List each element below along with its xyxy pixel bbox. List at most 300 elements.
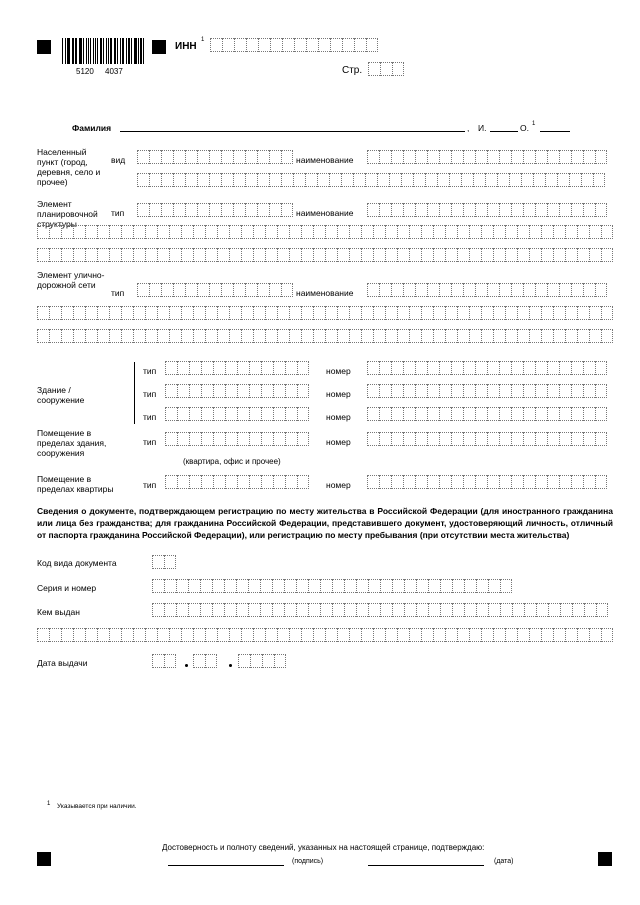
char-cell[interactable]	[274, 654, 286, 668]
char-cell[interactable]	[439, 361, 451, 375]
char-cell[interactable]	[354, 38, 366, 52]
char-cell[interactable]	[225, 384, 237, 398]
char-cell[interactable]	[440, 603, 452, 617]
char-cell[interactable]	[176, 579, 188, 593]
char-cell[interactable]	[463, 283, 475, 297]
char-cell[interactable]	[409, 329, 421, 343]
char-cell[interactable]	[212, 603, 224, 617]
char-cell[interactable]	[297, 361, 309, 375]
char-cell[interactable]	[601, 329, 613, 343]
char-cell[interactable]	[212, 579, 224, 593]
char-cell[interactable]	[169, 628, 181, 642]
char-cell[interactable]	[177, 475, 189, 489]
char-cell[interactable]	[493, 248, 505, 262]
char-cell[interactable]	[601, 306, 613, 320]
char-cell[interactable]	[463, 384, 475, 398]
char-cell[interactable]	[499, 432, 511, 446]
char-cell[interactable]	[523, 475, 535, 489]
char-cell[interactable]	[583, 150, 595, 164]
char-cell[interactable]	[301, 628, 313, 642]
date-field[interactable]	[368, 865, 484, 866]
char-cell[interactable]	[308, 603, 320, 617]
char-cell[interactable]	[301, 306, 313, 320]
char-cell[interactable]	[512, 603, 524, 617]
char-cell[interactable]	[427, 203, 439, 217]
char-cell[interactable]	[415, 283, 427, 297]
char-cell[interactable]	[282, 38, 294, 52]
char-cell[interactable]	[149, 173, 161, 187]
char-cell[interactable]	[601, 248, 613, 262]
char-cell[interactable]	[109, 248, 121, 262]
char-cell[interactable]	[233, 203, 245, 217]
char-cell[interactable]	[177, 361, 189, 375]
char-cell[interactable]	[85, 248, 97, 262]
char-cell[interactable]	[245, 173, 257, 187]
char-cell[interactable]	[367, 475, 379, 489]
char-cell[interactable]	[222, 38, 234, 52]
char-cell[interactable]	[260, 579, 272, 593]
char-cell[interactable]	[427, 432, 439, 446]
page-number-field[interactable]	[368, 62, 404, 76]
char-cell[interactable]	[577, 248, 589, 262]
char-cell[interactable]	[596, 603, 608, 617]
char-cell[interactable]	[391, 432, 403, 446]
char-cell[interactable]	[325, 248, 337, 262]
char-cell[interactable]	[325, 628, 337, 642]
char-cell[interactable]	[452, 603, 464, 617]
char-cell[interactable]	[361, 225, 373, 239]
char-cell[interactable]	[137, 203, 149, 217]
char-cell[interactable]	[133, 628, 145, 642]
char-cell[interactable]	[273, 407, 285, 421]
char-cell[interactable]	[261, 475, 273, 489]
char-cell[interactable]	[313, 628, 325, 642]
char-cell[interactable]	[445, 628, 457, 642]
char-cell[interactable]	[225, 407, 237, 421]
locality-name-field-1[interactable]	[367, 150, 607, 164]
char-cell[interactable]	[589, 225, 601, 239]
char-cell[interactable]	[589, 329, 601, 343]
char-cell[interactable]	[294, 38, 306, 52]
char-cell[interactable]	[415, 407, 427, 421]
char-cell[interactable]	[571, 361, 583, 375]
char-cell[interactable]	[237, 407, 249, 421]
char-cell[interactable]	[257, 203, 269, 217]
char-cell[interactable]	[236, 579, 248, 593]
char-cell[interactable]	[451, 283, 463, 297]
char-cell[interactable]	[439, 203, 451, 217]
char-cell[interactable]	[277, 329, 289, 343]
char-cell[interactable]	[517, 225, 529, 239]
char-cell[interactable]	[241, 628, 253, 642]
char-cell[interactable]	[475, 475, 487, 489]
char-cell[interactable]	[457, 628, 469, 642]
char-cell[interactable]	[403, 283, 415, 297]
char-cell[interactable]	[415, 361, 427, 375]
char-cell[interactable]	[261, 432, 273, 446]
char-cell[interactable]	[437, 173, 449, 187]
char-cell[interactable]	[463, 150, 475, 164]
char-cell[interactable]	[451, 432, 463, 446]
char-cell[interactable]	[245, 150, 257, 164]
char-cell[interactable]	[233, 173, 245, 187]
char-cell[interactable]	[367, 283, 379, 297]
char-cell[interactable]	[237, 361, 249, 375]
char-cell[interactable]	[121, 248, 133, 262]
char-cell[interactable]	[181, 329, 193, 343]
char-cell[interactable]	[517, 628, 529, 642]
char-cell[interactable]	[313, 329, 325, 343]
locality-type-field[interactable]	[137, 150, 293, 164]
char-cell[interactable]	[165, 475, 177, 489]
char-cell[interactable]	[589, 248, 601, 262]
char-cell[interactable]	[487, 150, 499, 164]
char-cell[interactable]	[451, 384, 463, 398]
char-cell[interactable]	[237, 432, 249, 446]
char-cell[interactable]	[373, 225, 385, 239]
char-cell[interactable]	[285, 407, 297, 421]
char-cell[interactable]	[193, 628, 205, 642]
char-cell[interactable]	[285, 432, 297, 446]
char-cell[interactable]	[253, 225, 265, 239]
char-cell[interactable]	[185, 173, 197, 187]
char-cell[interactable]	[49, 248, 61, 262]
char-cell[interactable]	[337, 248, 349, 262]
char-cell[interactable]	[205, 654, 217, 668]
char-cell[interactable]	[245, 283, 257, 297]
char-cell[interactable]	[188, 603, 200, 617]
char-cell[interactable]	[289, 628, 301, 642]
char-cell[interactable]	[380, 62, 392, 76]
char-cell[interactable]	[451, 150, 463, 164]
char-cell[interactable]	[557, 173, 569, 187]
char-cell[interactable]	[493, 306, 505, 320]
char-cell[interactable]	[565, 329, 577, 343]
signature-field[interactable]	[168, 865, 284, 866]
char-cell[interactable]	[217, 248, 229, 262]
char-cell[interactable]	[145, 225, 157, 239]
char-cell[interactable]	[392, 62, 404, 76]
char-cell[interactable]	[368, 62, 380, 76]
char-cell[interactable]	[176, 603, 188, 617]
char-cell[interactable]	[185, 283, 197, 297]
char-cell[interactable]	[427, 150, 439, 164]
char-cell[interactable]	[595, 203, 607, 217]
char-cell[interactable]	[349, 248, 361, 262]
char-cell[interactable]	[445, 329, 457, 343]
char-cell[interactable]	[389, 173, 401, 187]
char-cell[interactable]	[181, 248, 193, 262]
char-cell[interactable]	[248, 579, 260, 593]
char-cell[interactable]	[145, 248, 157, 262]
char-cell[interactable]	[595, 150, 607, 164]
char-cell[interactable]	[273, 432, 285, 446]
char-cell[interactable]	[541, 225, 553, 239]
char-cell[interactable]	[284, 579, 296, 593]
char-cell[interactable]	[337, 225, 349, 239]
char-cell[interactable]	[313, 225, 325, 239]
char-cell[interactable]	[225, 432, 237, 446]
char-cell[interactable]	[493, 225, 505, 239]
char-cell[interactable]	[361, 628, 373, 642]
char-cell[interactable]	[157, 225, 169, 239]
char-cell[interactable]	[385, 628, 397, 642]
char-cell[interactable]	[262, 654, 274, 668]
char-cell[interactable]	[485, 173, 497, 187]
char-cell[interactable]	[583, 384, 595, 398]
char-cell[interactable]	[565, 306, 577, 320]
char-cell[interactable]	[505, 628, 517, 642]
char-cell[interactable]	[379, 384, 391, 398]
char-cell[interactable]	[401, 173, 413, 187]
char-cell[interactable]	[245, 203, 257, 217]
char-cell[interactable]	[365, 173, 377, 187]
char-cell[interactable]	[481, 248, 493, 262]
char-cell[interactable]	[296, 603, 308, 617]
building-type-field-3[interactable]	[165, 407, 309, 421]
char-cell[interactable]	[297, 407, 309, 421]
char-cell[interactable]	[313, 306, 325, 320]
char-cell[interactable]	[535, 361, 547, 375]
char-cell[interactable]	[349, 225, 361, 239]
char-cell[interactable]	[559, 432, 571, 446]
char-cell[interactable]	[451, 361, 463, 375]
char-cell[interactable]	[97, 248, 109, 262]
char-cell[interactable]	[289, 248, 301, 262]
char-cell[interactable]	[205, 306, 217, 320]
char-cell[interactable]	[571, 432, 583, 446]
char-cell[interactable]	[476, 579, 488, 593]
char-cell[interactable]	[416, 579, 428, 593]
char-cell[interactable]	[253, 628, 265, 642]
char-cell[interactable]	[197, 203, 209, 217]
char-cell[interactable]	[509, 173, 521, 187]
char-cell[interactable]	[193, 654, 205, 668]
building-number-field-2[interactable]	[367, 384, 607, 398]
char-cell[interactable]	[547, 203, 559, 217]
char-cell[interactable]	[257, 173, 269, 187]
char-cell[interactable]	[229, 329, 241, 343]
char-cell[interactable]	[61, 628, 73, 642]
char-cell[interactable]	[463, 407, 475, 421]
char-cell[interactable]	[589, 306, 601, 320]
char-cell[interactable]	[137, 283, 149, 297]
char-cell[interactable]	[499, 384, 511, 398]
char-cell[interactable]	[367, 432, 379, 446]
char-cell[interactable]	[301, 329, 313, 343]
char-cell[interactable]	[457, 306, 469, 320]
char-cell[interactable]	[433, 628, 445, 642]
char-cell[interactable]	[325, 329, 337, 343]
char-cell[interactable]	[511, 475, 523, 489]
char-cell[interactable]	[524, 603, 536, 617]
char-cell[interactable]	[517, 306, 529, 320]
char-cell[interactable]	[301, 248, 313, 262]
char-cell[interactable]	[353, 173, 365, 187]
char-cell[interactable]	[209, 150, 221, 164]
char-cell[interactable]	[559, 203, 571, 217]
char-cell[interactable]	[109, 628, 121, 642]
char-cell[interactable]	[487, 475, 499, 489]
char-cell[interactable]	[205, 329, 217, 343]
char-cell[interactable]	[403, 150, 415, 164]
char-cell[interactable]	[249, 432, 261, 446]
char-cell[interactable]	[391, 407, 403, 421]
char-cell[interactable]	[205, 225, 217, 239]
char-cell[interactable]	[421, 225, 433, 239]
issued-by-field-2[interactable]	[37, 628, 613, 642]
char-cell[interactable]	[415, 432, 427, 446]
char-cell[interactable]	[213, 475, 225, 489]
char-cell[interactable]	[285, 384, 297, 398]
char-cell[interactable]	[397, 225, 409, 239]
char-cell[interactable]	[205, 248, 217, 262]
issued-by-field-1[interactable]	[152, 603, 608, 617]
char-cell[interactable]	[427, 384, 439, 398]
char-cell[interactable]	[559, 361, 571, 375]
char-cell[interactable]	[409, 306, 421, 320]
char-cell[interactable]	[152, 579, 164, 593]
building-type-field-1[interactable]	[165, 361, 309, 375]
char-cell[interactable]	[85, 628, 97, 642]
char-cell[interactable]	[236, 603, 248, 617]
char-cell[interactable]	[201, 384, 213, 398]
char-cell[interactable]	[391, 475, 403, 489]
char-cell[interactable]	[189, 475, 201, 489]
char-cell[interactable]	[200, 579, 212, 593]
char-cell[interactable]	[257, 150, 269, 164]
char-cell[interactable]	[535, 384, 547, 398]
char-cell[interactable]	[238, 654, 250, 668]
char-cell[interactable]	[49, 225, 61, 239]
char-cell[interactable]	[85, 329, 97, 343]
char-cell[interactable]	[137, 150, 149, 164]
char-cell[interactable]	[463, 203, 475, 217]
surname-field[interactable]	[120, 131, 465, 132]
char-cell[interactable]	[73, 248, 85, 262]
char-cell[interactable]	[517, 248, 529, 262]
char-cell[interactable]	[403, 203, 415, 217]
char-cell[interactable]	[475, 203, 487, 217]
char-cell[interactable]	[320, 579, 332, 593]
char-cell[interactable]	[379, 283, 391, 297]
char-cell[interactable]	[261, 407, 273, 421]
char-cell[interactable]	[464, 603, 476, 617]
char-cell[interactable]	[164, 555, 176, 569]
char-cell[interactable]	[217, 329, 229, 343]
char-cell[interactable]	[193, 329, 205, 343]
char-cell[interactable]	[523, 384, 535, 398]
char-cell[interactable]	[329, 173, 341, 187]
char-cell[interactable]	[169, 225, 181, 239]
char-cell[interactable]	[169, 306, 181, 320]
char-cell[interactable]	[181, 628, 193, 642]
char-cell[interactable]	[201, 475, 213, 489]
char-cell[interactable]	[415, 203, 427, 217]
char-cell[interactable]	[547, 432, 559, 446]
char-cell[interactable]	[356, 603, 368, 617]
premises-number-field[interactable]	[367, 432, 607, 446]
char-cell[interactable]	[475, 384, 487, 398]
char-cell[interactable]	[493, 628, 505, 642]
char-cell[interactable]	[197, 283, 209, 297]
char-cell[interactable]	[201, 361, 213, 375]
char-cell[interactable]	[253, 248, 265, 262]
char-cell[interactable]	[173, 203, 185, 217]
char-cell[interactable]	[270, 38, 282, 52]
char-cell[interactable]	[233, 283, 245, 297]
char-cell[interactable]	[234, 38, 246, 52]
char-cell[interactable]	[241, 329, 253, 343]
char-cell[interactable]	[583, 475, 595, 489]
char-cell[interactable]	[584, 603, 596, 617]
char-cell[interactable]	[249, 475, 261, 489]
char-cell[interactable]	[533, 173, 545, 187]
char-cell[interactable]	[521, 173, 533, 187]
char-cell[interactable]	[397, 306, 409, 320]
char-cell[interactable]	[440, 579, 452, 593]
char-cell[interactable]	[210, 38, 222, 52]
char-cell[interactable]	[413, 173, 425, 187]
char-cell[interactable]	[332, 603, 344, 617]
char-cell[interactable]	[380, 579, 392, 593]
char-cell[interactable]	[547, 283, 559, 297]
char-cell[interactable]	[416, 603, 428, 617]
char-cell[interactable]	[577, 628, 589, 642]
patronymic-field[interactable]	[540, 131, 570, 132]
char-cell[interactable]	[241, 306, 253, 320]
char-cell[interactable]	[583, 283, 595, 297]
char-cell[interactable]	[248, 603, 260, 617]
char-cell[interactable]	[265, 628, 277, 642]
char-cell[interactable]	[165, 361, 177, 375]
char-cell[interactable]	[469, 329, 481, 343]
char-cell[interactable]	[577, 225, 589, 239]
char-cell[interactable]	[403, 361, 415, 375]
char-cell[interactable]	[367, 384, 379, 398]
char-cell[interactable]	[197, 150, 209, 164]
char-cell[interactable]	[385, 306, 397, 320]
char-cell[interactable]	[157, 248, 169, 262]
char-cell[interactable]	[481, 306, 493, 320]
char-cell[interactable]	[189, 384, 201, 398]
char-cell[interactable]	[433, 306, 445, 320]
char-cell[interactable]	[547, 407, 559, 421]
char-cell[interactable]	[433, 248, 445, 262]
char-cell[interactable]	[197, 173, 209, 187]
char-cell[interactable]	[217, 225, 229, 239]
char-cell[interactable]	[391, 150, 403, 164]
char-cell[interactable]	[409, 248, 421, 262]
char-cell[interactable]	[152, 603, 164, 617]
char-cell[interactable]	[451, 407, 463, 421]
char-cell[interactable]	[201, 407, 213, 421]
char-cell[interactable]	[379, 361, 391, 375]
char-cell[interactable]	[421, 628, 433, 642]
char-cell[interactable]	[269, 150, 281, 164]
char-cell[interactable]	[497, 173, 509, 187]
char-cell[interactable]	[439, 384, 451, 398]
char-cell[interactable]	[165, 384, 177, 398]
char-cell[interactable]	[209, 203, 221, 217]
char-cell[interactable]	[379, 475, 391, 489]
char-cell[interactable]	[121, 225, 133, 239]
char-cell[interactable]	[233, 150, 245, 164]
char-cell[interactable]	[535, 150, 547, 164]
char-cell[interactable]	[284, 603, 296, 617]
char-cell[interactable]	[250, 654, 262, 668]
char-cell[interactable]	[361, 306, 373, 320]
